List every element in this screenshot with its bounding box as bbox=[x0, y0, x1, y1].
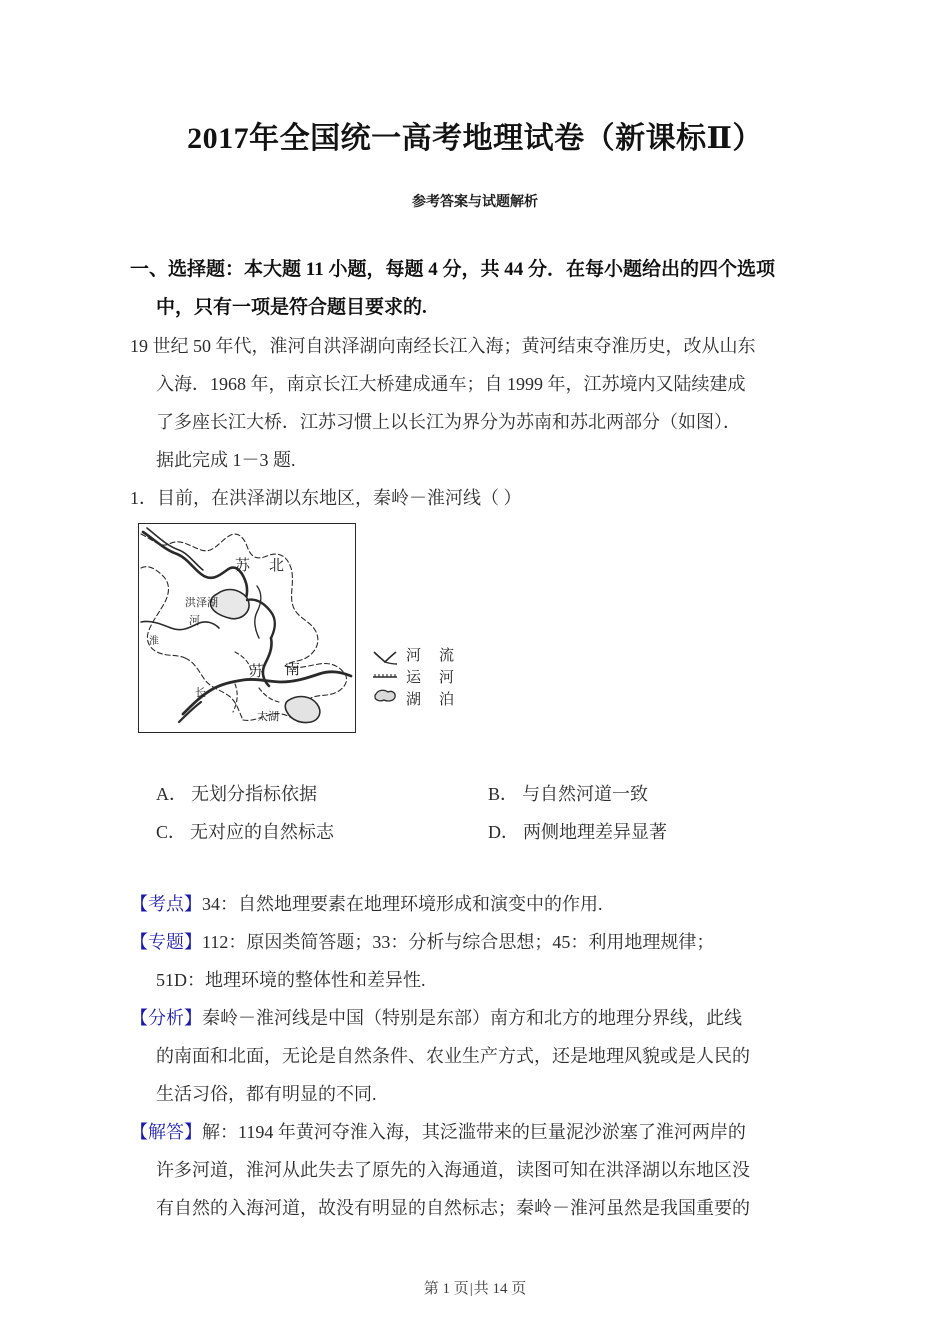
document-body bbox=[130, 211, 820, 1227]
legend-symbols bbox=[372, 645, 398, 705]
zhuanti-text-1: 112：原因类简答题；33：分析与综合思想；45：利用地理规律； bbox=[202, 932, 715, 952]
footer-total-pages: 共 14 页 bbox=[473, 1281, 527, 1297]
map-label-chang: 长 bbox=[195, 687, 206, 699]
map-label-he: 河 bbox=[189, 615, 200, 627]
analysis-section bbox=[130, 885, 820, 1227]
passage-line-1: 19 世纪 50 年代，淮河自洪泽湖向南经长江入海；黄河结束夺淮历史，改从山东 bbox=[130, 336, 756, 356]
map-label-hongzehu: 洪泽湖 bbox=[185, 597, 218, 609]
map-label-taihu: 太湖 bbox=[257, 711, 279, 723]
map-legend bbox=[372, 645, 454, 711]
jieda-text-3: 有自然的入海河道，故没有明显的自然标志；秦岭－淮河虽然是我国重要的 bbox=[156, 1198, 750, 1218]
river-symbol-icon bbox=[372, 649, 398, 667]
option-d[interactable] bbox=[488, 813, 820, 851]
option-b-marker: B． bbox=[488, 784, 519, 804]
footer-current-page: 第 1 页 bbox=[423, 1281, 469, 1297]
option-a-label: 无划分指标依据 bbox=[191, 784, 317, 804]
option-d-marker: D． bbox=[488, 822, 519, 842]
section-heading-line2: 中，只有一项是符合题目要求的. bbox=[156, 297, 427, 318]
passage-line-4: 据此完成 1－3 题. bbox=[156, 450, 296, 470]
option-row-1 bbox=[156, 775, 820, 813]
legend-char-liu: 流 bbox=[439, 648, 455, 664]
jieda-text-2: 许多河道，淮河从此失去了原先的入海通道，读图可知在洪泽湖以东地区没 bbox=[156, 1160, 750, 1180]
lake-symbol-icon bbox=[372, 687, 398, 705]
analysis-kaodian bbox=[130, 885, 820, 923]
jieda-tag: 【解答】 bbox=[130, 1122, 202, 1142]
page-subtitle: 参考答案与试题解析 bbox=[412, 195, 538, 210]
passage-line-3: 了多座长江大桥．江苏习惯上以长江为界分为苏南和苏北两部分（如图）． bbox=[156, 412, 741, 432]
option-b[interactable] bbox=[488, 775, 820, 813]
legend-char-he-2: 河 bbox=[439, 670, 455, 686]
section-heading-line1: 一、选择题：本大题 11 小题，每题 4 分，共 44 分．在每小题给出的四个选项 bbox=[130, 259, 775, 280]
jieda-text-1: 解：1194 年黄河夺淮入海，其泛滥带来的巨量泥沙淤塞了淮河两岸的 bbox=[202, 1122, 746, 1142]
legend-char-yun: 运 bbox=[406, 670, 422, 686]
legend-column-2 bbox=[439, 645, 454, 711]
option-b-label: 与自然河道一致 bbox=[522, 784, 649, 804]
fenxi-text-2: 的南面和北面，无论是自然条件、农业生产方式，还是地理风貌或是人民的 bbox=[156, 1046, 750, 1066]
map-label-subei: 苏 bbox=[235, 558, 251, 574]
question-1-stem bbox=[130, 479, 820, 517]
canal-symbol-icon bbox=[372, 671, 398, 683]
legend-char-po: 泊 bbox=[439, 692, 455, 708]
fenxi-text-1: 秦岭－淮河线是中国（特别是东部）南方和北方的地理分界线，此线 bbox=[202, 1008, 742, 1028]
option-c-label: 无对应的自然标志 bbox=[190, 822, 335, 842]
fenxi-tag: 【分析】 bbox=[130, 1008, 202, 1028]
option-c-marker: C． bbox=[156, 822, 187, 842]
legend-label-columns bbox=[406, 645, 454, 711]
map-label-huai: 淮 bbox=[149, 636, 159, 647]
page-footer bbox=[0, 1277, 950, 1298]
fenxi-text-3: 生活习俗，都有明显的不同. bbox=[156, 1084, 377, 1104]
option-a-marker: A． bbox=[156, 784, 187, 804]
question-number: 1． bbox=[130, 488, 157, 508]
passage-line-2: 入海．1968 年，南京长江大桥建成通车；自 1999 年，江苏境内又陆续建成 bbox=[156, 374, 746, 394]
legend-column-1 bbox=[406, 645, 421, 711]
page-title: 2017年全国统一高考地理试卷（新课标Ⅱ） bbox=[187, 122, 763, 155]
svg-text:南: 南 bbox=[285, 662, 301, 678]
map-frame bbox=[138, 523, 356, 733]
legend-char-he-1: 河 bbox=[406, 648, 422, 664]
kaodian-tag: 【考点】 bbox=[130, 894, 202, 914]
option-a[interactable] bbox=[156, 775, 488, 813]
question-text: 目前，在洪泽湖以东地区，秦岭－淮河线（ ） bbox=[157, 488, 522, 508]
svg-text:北: 北 bbox=[269, 558, 285, 574]
kaodian-text: 34：自然地理要素在地理环境形成和演变中的作用. bbox=[202, 894, 603, 914]
analysis-fenxi bbox=[130, 999, 820, 1037]
legend-char-hu: 湖 bbox=[406, 692, 422, 708]
option-d-label: 两侧地理差异显著 bbox=[523, 822, 667, 842]
footer-separator: | bbox=[469, 1281, 473, 1297]
analysis-zhuanti bbox=[130, 923, 820, 961]
analysis-jieda bbox=[130, 1113, 820, 1151]
map-label-sunan: 苏 bbox=[249, 664, 265, 680]
zhuanti-text-2: 51D：地理环境的整体性和差异性. bbox=[156, 970, 426, 990]
question-1-options bbox=[130, 775, 820, 851]
option-c[interactable] bbox=[156, 813, 488, 851]
section-heading bbox=[130, 251, 820, 327]
option-row-2 bbox=[156, 813, 820, 851]
figure-jiangsu-map bbox=[138, 523, 820, 745]
zhuanti-tag: 【专题】 bbox=[130, 932, 202, 952]
